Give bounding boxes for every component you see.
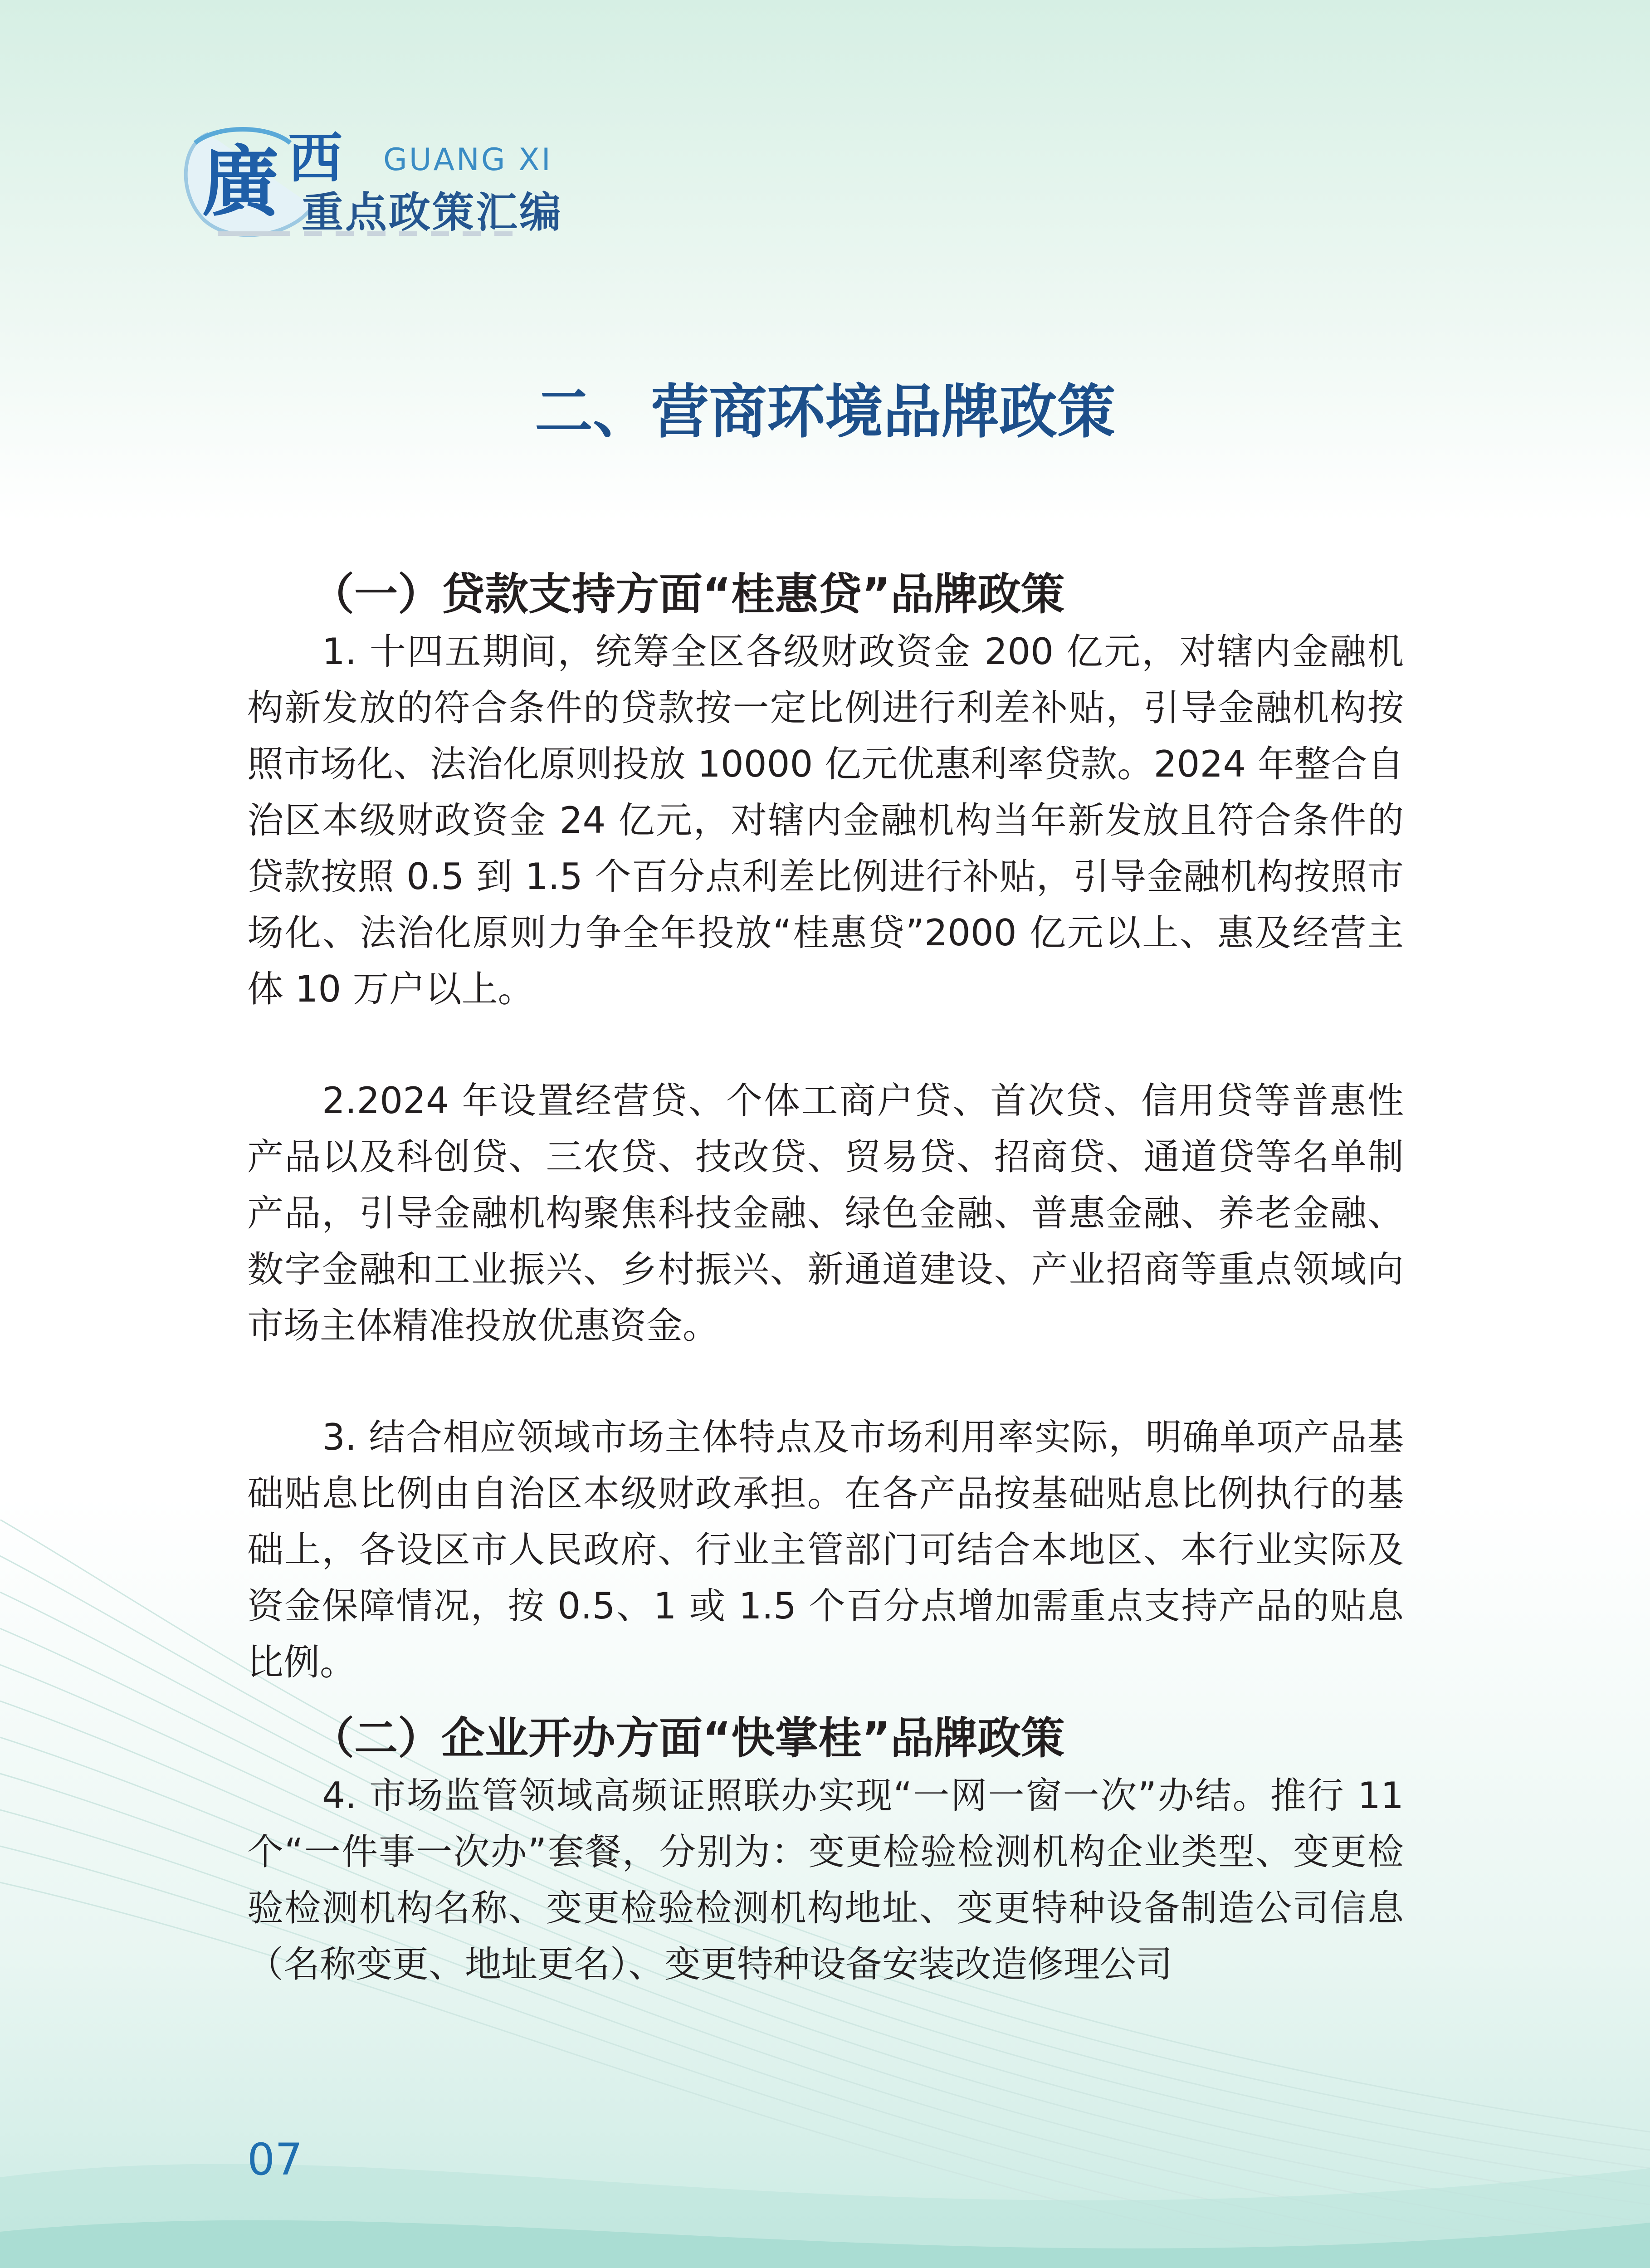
section-business-startup xyxy=(247,1709,1404,1993)
paragraph-3: 3. 结合相应领域市场主体特点及市场利用率实际，明确单项产品基础贴息比例由自治区本级财政承担。在各产品按基础贴息比例执行的基础上，各设区市人民政府、行业主管部门可结合本地区、本行业实际及资金保障情况，按 0.5、1 或 1.5 个百分点增加需重点支持产品的贴息比例。 xyxy=(247,1416,1404,1683)
section-heading: （一）贷款支持方面“桂惠贷”品牌政策 xyxy=(311,569,1065,620)
paragraph-1: 1. 十四五期间，统筹全区各级财政资金 200 亿元，对辖内金融机构新发放的符合条件的贷款按一定比例进行利差补贴，引导金融机构按照市场化、法治化原则投放 10000 亿元优惠利率贷款。2024 年整合自治区本级财政资金 24 亿元，对辖内金融机构当年新发放且符合条件的贷款按照 0.5 到 1.5 个百分点利差比例进行补贴，引导金融机构按照市场化、法治化原则力争全年投放“桂惠贷”2000 亿元以上、惠及经营主体 10 万户以上。 xyxy=(247,631,1404,1010)
section-loan-support xyxy=(247,565,1404,1691)
paragraph-4: 4. 市场监管领域高频证照联办实现“一网一窗一次”办结。推行 11 个“一件事一次办”套餐，分别为：变更检验检测机构企业类型、变更检验检测机构名称、变更检验检测机构地址、变更特种设备制造公司信息（名称变更、地址更名）、变更特种设备安装改造修理公司 xyxy=(247,1774,1404,1985)
series-logo xyxy=(177,116,567,261)
page-number: 07 xyxy=(247,2134,303,2185)
page-title: 二、营商环境品牌政策 xyxy=(534,378,1115,446)
logo-char-guang: 廣 xyxy=(202,137,279,227)
document-body xyxy=(247,565,1404,1993)
logo-series-name: 重点政策汇编 xyxy=(302,188,563,237)
logo-english-name: GUANG XI xyxy=(383,142,552,178)
logo-char-xi: 西 xyxy=(288,126,342,190)
section-heading: （二）企业开办方面“快掌桂”品牌政策 xyxy=(311,1713,1065,1764)
paragraph-2: 2.2024 年设置经营贷、个体工商户贷、首次贷、信用贷等普惠性产品以及科创贷、三农贷、技改贷、贸易贷、招商贷、通道贷等名单制产品，引导金融机构聚焦科技金融、绿色金融、普惠金融、养老金融、数字金融和工业振兴、乡村振兴、新通道建设、产业招商等重点领域向市场主体精准投放优惠资金。 xyxy=(247,1080,1404,1347)
